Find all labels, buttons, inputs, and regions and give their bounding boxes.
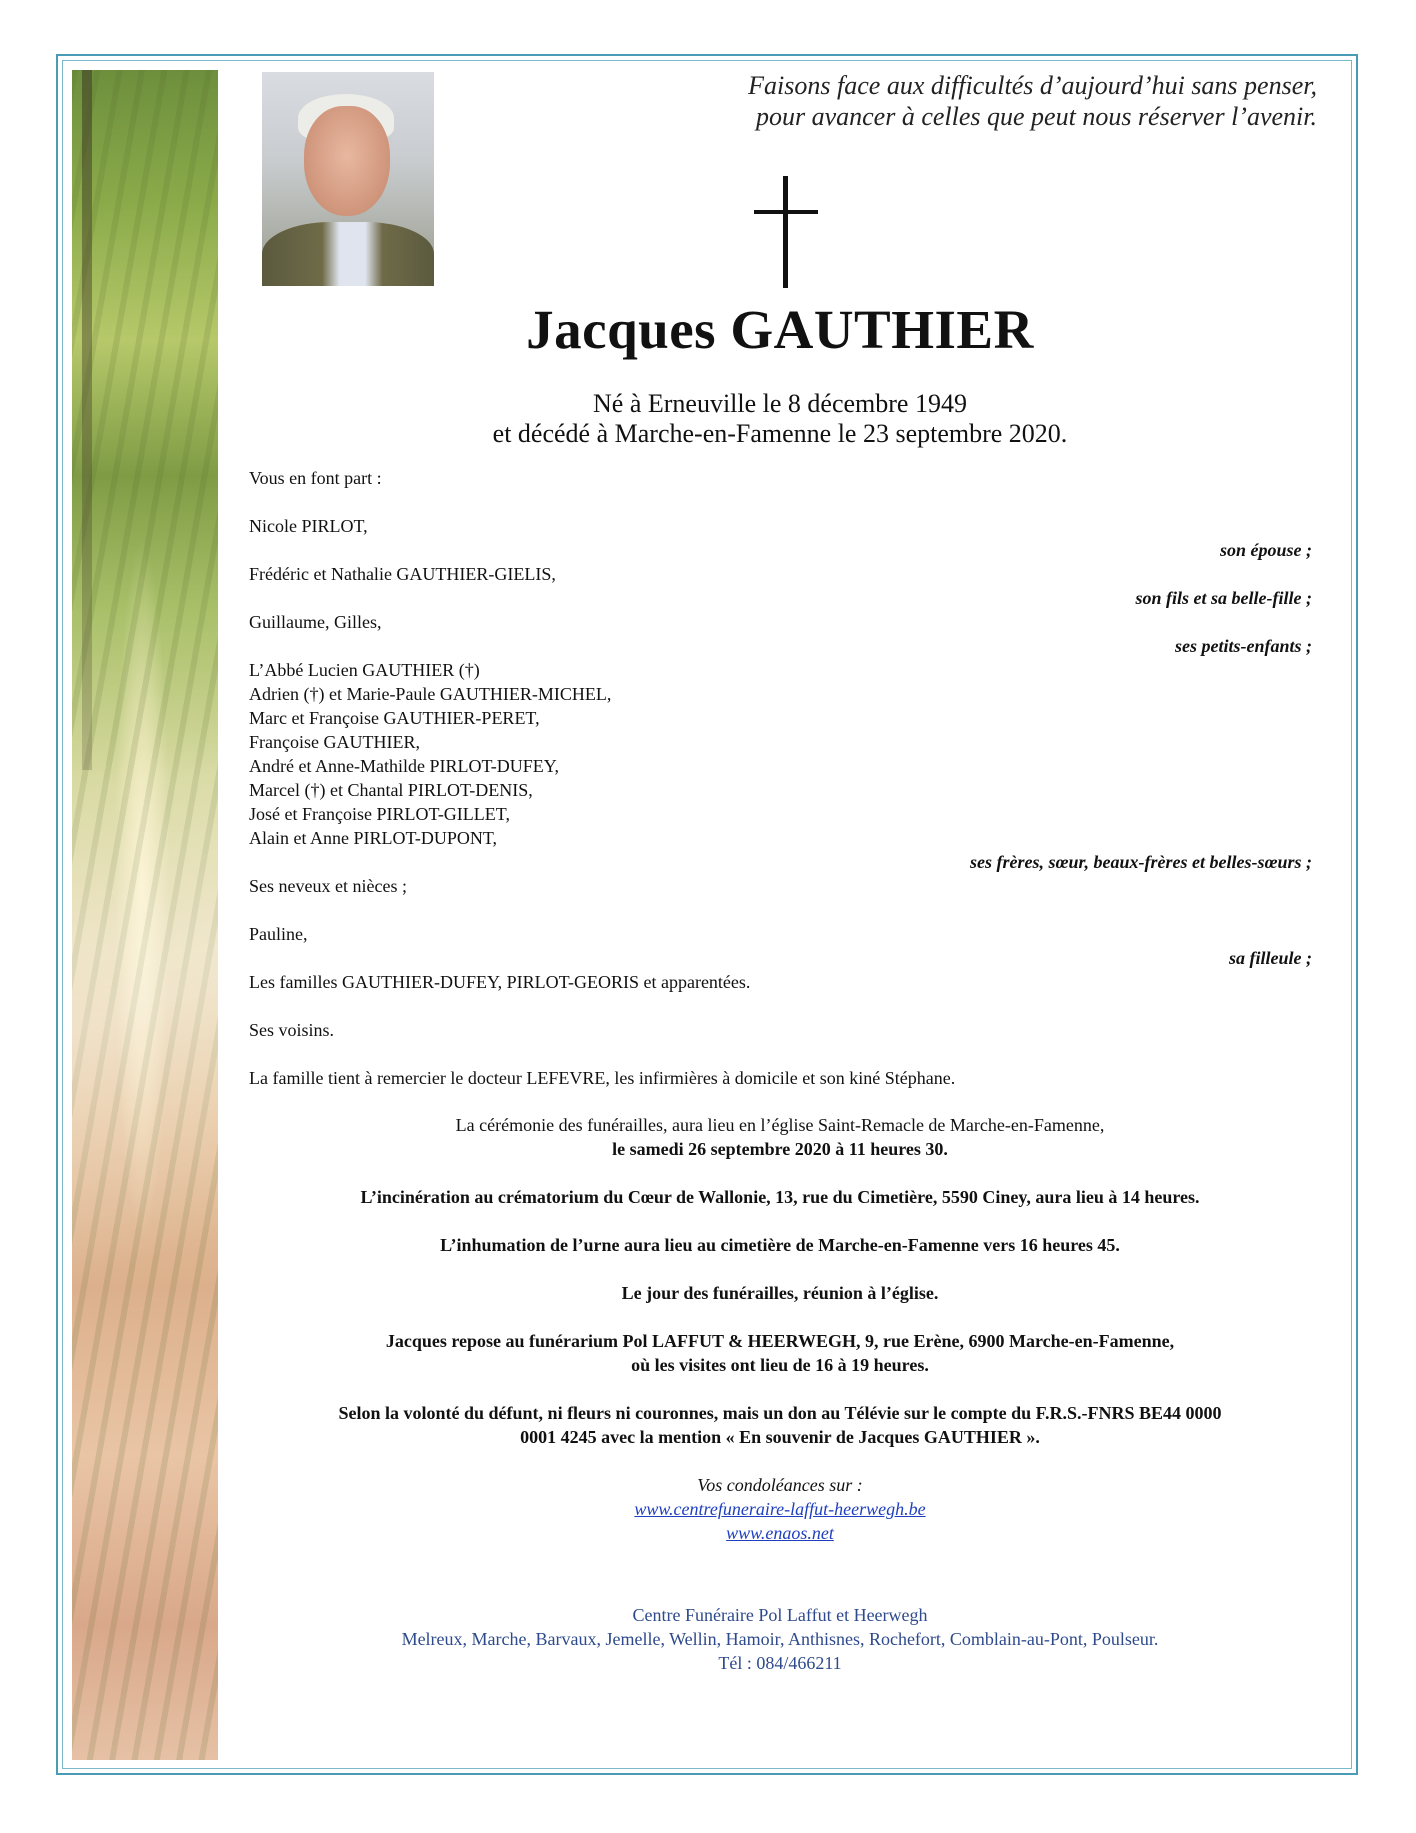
sibling-line: André et Anne-Mathilde PIRLOT-DUFEY, xyxy=(249,756,559,776)
son-role: son fils et sa belle-fille ; xyxy=(1135,588,1312,608)
funerarium-line-2: où les visites ont lieu de 16 à 19 heures. xyxy=(631,1355,929,1375)
portrait-photo xyxy=(262,72,434,286)
neighbours-text: Ses voisins. xyxy=(249,1020,335,1040)
families-text: Les familles GAUTHIER-DUFEY, PIRLOT-GEORIS et apparentées. xyxy=(249,972,751,992)
wish-line-1: Selon la volonté du défunt, ni fleurs ni couronnes, mais un don au Télévie sur le compte du F.R.S.-FNRS BE44 0000 xyxy=(338,1403,1222,1423)
thanks-text: La famille tient à remercier le docteur LEFEVRE, les infirmières à domicile et son kiné Stéphane. xyxy=(249,1068,956,1088)
funeral-home-footer xyxy=(230,1603,1330,1675)
inhumation-text: L’inhumation de l’urne aura lieu au cimetière de Marche-en-Famenne vers 16 heures 45. xyxy=(440,1235,1120,1255)
wish-line-2: 0001 4245 avec la mention « En souvenir de Jacques GAUTHIER ». xyxy=(520,1427,1040,1447)
sibling-line: José et Françoise PIRLOT-GILLET, xyxy=(249,804,510,824)
condolences-link-funeral-center[interactable]: www.centrefuneraire-laffut-heerwegh.be xyxy=(634,1499,926,1519)
ceremony-details xyxy=(230,1113,1330,1545)
condolences-link-enaos[interactable]: www.enaos.net xyxy=(726,1523,834,1543)
sibling-line: Marcel (†) et Chantal PIRLOT-DENIS, xyxy=(249,780,533,800)
goddaughter-name: Pauline, xyxy=(249,924,308,944)
sibling-line: Françoise GAUTHIER, xyxy=(249,732,420,752)
condolences-label: Vos condoléances sur : xyxy=(697,1475,863,1495)
goddaughter-role: sa filleule ; xyxy=(1229,948,1312,968)
grandchildren-names: Guillaume, Gilles, xyxy=(249,612,382,632)
quote-line-1: Faisons face aux difficultés d’aujourd’hui sans penser, xyxy=(748,71,1317,100)
intro-text: Vous en font part : xyxy=(249,468,382,488)
grandchildren-role: ses petits-enfants ; xyxy=(1175,636,1312,656)
son-name: Frédéric et Nathalie GAUTHIER-GIELIS, xyxy=(249,564,556,584)
nephews-text: Ses neveux et nièces ; xyxy=(249,876,407,896)
sibling-line: Adrien (†) et Marie-Paule GAUTHIER-MICHEL, xyxy=(249,684,612,704)
funeral-home-phone: Tél : 084/466211 xyxy=(718,1653,842,1673)
meeting-text: Le jour des funérailles, réunion à l’église. xyxy=(621,1283,939,1303)
epigraph-quote xyxy=(748,70,1317,132)
incineration-text: L’incinération au crématorium du Cœur de Wallonie, 13, rue du Cimetière, 5590 Ciney, aura lieu à 14 heures. xyxy=(360,1187,1200,1207)
portrait-face xyxy=(304,106,390,216)
deceased-name: Jacques GAUTHIER xyxy=(526,299,1034,360)
funeral-home-locations: Melreux, Marche, Barvaux, Jemelle, Wellin, Hamoir, Anthisnes, Rochefort, Comblain-au-Pont, Poulseur. xyxy=(401,1629,1159,1649)
ceremony-line-2: le samedi 26 septembre 2020 à 11 heures 30. xyxy=(612,1139,948,1159)
siblings-role: ses frères, sœur, beaux-frères et belles-sœurs ; xyxy=(970,852,1312,872)
death-line: et décédé à Marche-en-Famenne le 23 septembre 2020. xyxy=(492,419,1068,448)
sibling-line: Alain et Anne PIRLOT-DUPONT, xyxy=(249,828,497,848)
quote-line-2: pour avancer à celles que peut nous réserver l’avenir. xyxy=(755,102,1317,131)
sibling-line: L’Abbé Lucien GAUTHIER (†) xyxy=(249,660,480,680)
spouse-role: son épouse ; xyxy=(1219,540,1312,560)
birth-death-info xyxy=(0,389,1416,449)
portrait-jacket xyxy=(262,222,434,286)
spouse-name: Nicole PIRLOT, xyxy=(249,516,368,536)
funerarium-line-1: Jacques repose au funérarium Pol LAFFUT & HEERWEGH, 9, rue Erène, 6900 Marche-en-Famenne, xyxy=(385,1331,1175,1351)
ceremony-line-1: La cérémonie des funérailles, aura lieu en l’église Saint-Remacle de Marche-en-Famenne, xyxy=(455,1115,1105,1135)
funeral-home-name: Centre Funéraire Pol Laffut et Heerwegh xyxy=(632,1605,928,1625)
sibling-line: Marc et Françoise GAUTHIER-PERET, xyxy=(249,708,540,728)
birth-line: Né à Erneuville le 8 décembre 1949 xyxy=(593,389,967,418)
family-announcement xyxy=(249,466,1312,1090)
cross-icon xyxy=(754,176,818,288)
